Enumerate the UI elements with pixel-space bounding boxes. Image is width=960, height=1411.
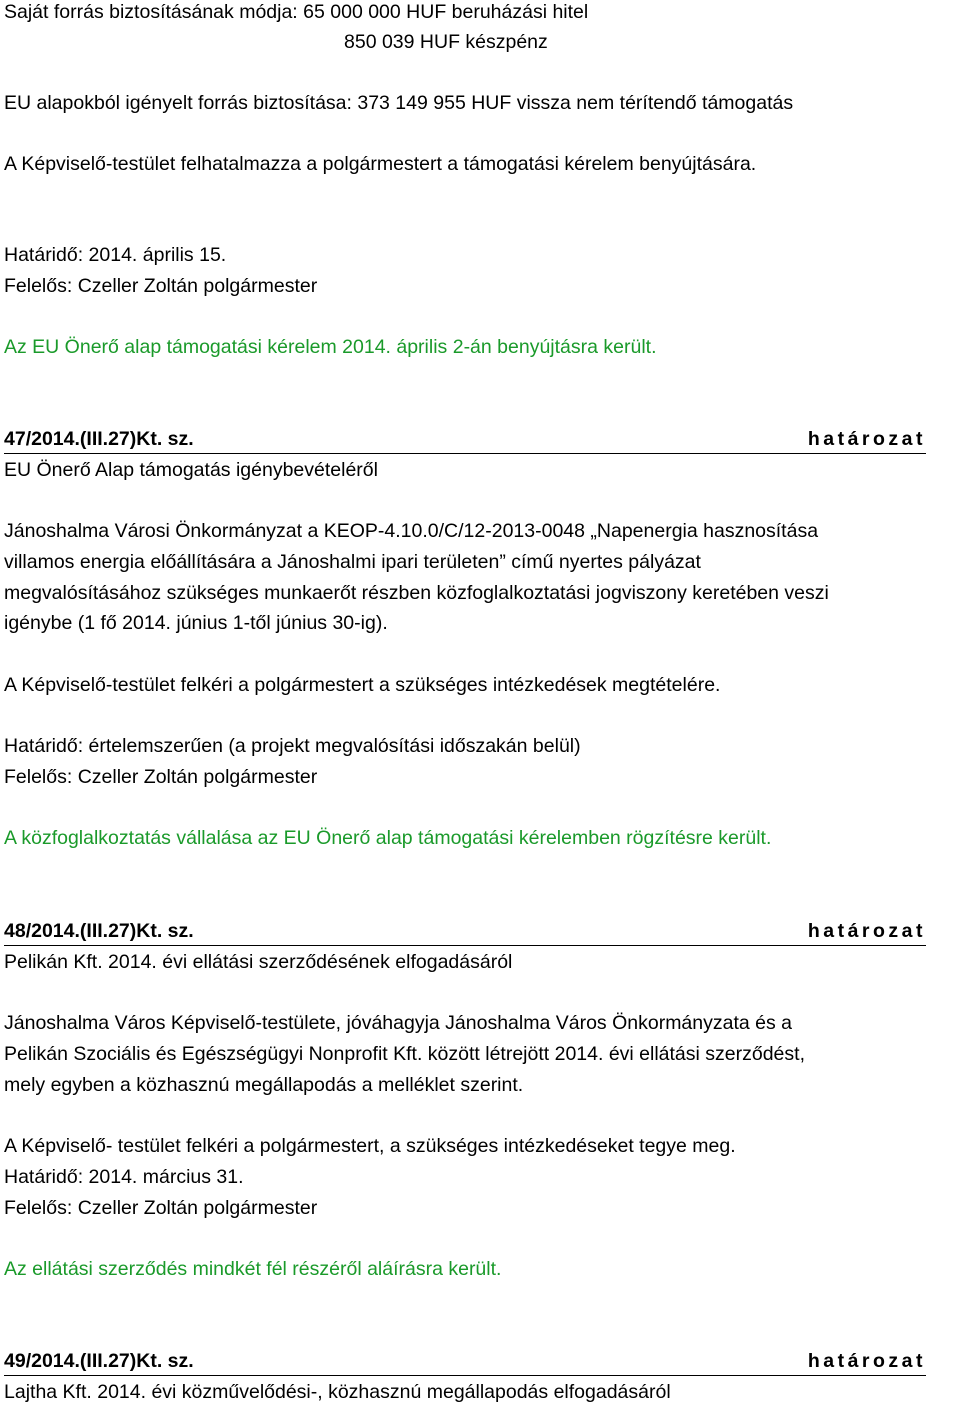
resolution-body-line: mely egyben a közhasznú megállapodás a melléklet szerint. xyxy=(4,1074,524,1096)
resolution-47-header xyxy=(4,427,926,454)
resolution-label: határozat xyxy=(807,1350,926,1372)
resolution-body-line: Jánoshalma Városi Önkormányzat a KEOP-4.10.0/C/12-2013-0048 „Napenergia hasznosítása xyxy=(4,520,819,542)
responsible-line: Felelős: Czeller Zoltán polgármester xyxy=(4,275,318,297)
resolution-request: A Képviselő-testület felkéri a polgármestert a szükséges intézkedések megtételére. xyxy=(4,674,721,696)
deadline-line: Határidő: 2014. március 31. xyxy=(4,1166,244,1188)
resolution-body-line: villamos energia előállítására a Jánoshalmi ipari területen” című nyertes pályázat xyxy=(4,551,701,573)
status-note: Az ellátási szerződés mindkét fél részéről aláírásra került. xyxy=(4,1258,502,1280)
resolution-subject: Lajtha Kft. 2014. évi közművelődési-, közhasznú megállapodás elfogadásáról xyxy=(4,1381,671,1403)
resolution-number: 48/2014.(III.27)Kt. sz. xyxy=(4,920,194,942)
resolution-subject: Pelikán Kft. 2014. évi ellátási szerződésének elfogadásáról xyxy=(4,951,513,973)
resolution-49-header xyxy=(4,1349,926,1376)
funding-own-source-line: Saját forrás biztosításának módja: 65 000 000 HUF beruházási hitel xyxy=(4,1,589,23)
deadline-line: Határidő: értelemszerűen (a projekt megvalósítási időszakán belül) xyxy=(4,735,581,757)
responsible-line: Felelős: Czeller Zoltán polgármester xyxy=(4,766,318,788)
resolution-label: határozat xyxy=(807,920,926,942)
resolution-label: határozat xyxy=(807,428,926,450)
eu-funding-line: EU alapokból igényelt forrás biztosítása: 373 149 955 HUF vissza nem térítendő támogatás xyxy=(4,92,794,114)
resolution-body-line: megvalósításához szükséges munkaerőt részben közfoglalkoztatási jogviszony keretében veszi xyxy=(4,582,829,604)
resolution-body-line: igénybe (1 fő 2014. június 1-től június 30-ig). xyxy=(4,612,388,634)
responsible-line: Felelős: Czeller Zoltán polgármester xyxy=(4,1197,318,1219)
resolution-body-line: Jánoshalma Város Képviselő-testülete, jóváhagyja Jánoshalma Város Önkormányzata és a xyxy=(4,1012,793,1034)
status-note: Az EU Önerő alap támogatási kérelem 2014. április 2-án benyújtásra került. xyxy=(4,336,657,358)
resolution-number: 49/2014.(III.27)Kt. sz. xyxy=(4,1350,194,1372)
resolution-body-line: Pelikán Szociális és Egészségügyi Nonprofit Kft. között létrejött 2014. évi ellátási szerződést, xyxy=(4,1043,805,1065)
funding-cash-line: 850 039 HUF készpénz xyxy=(344,31,548,53)
authorization-line: A Képviselő-testület felhatalmazza a polgármestert a támogatási kérelem benyújtására. xyxy=(4,153,757,175)
resolution-subject: EU Önerő Alap támogatás igénybevételéről xyxy=(4,459,378,481)
resolution-48-header xyxy=(4,919,926,946)
resolution-number: 47/2014.(III.27)Kt. sz. xyxy=(4,428,194,450)
status-note: A közfoglalkoztatás vállalása az EU Önerő alap támogatási kérelemben rögzítésre került. xyxy=(4,827,772,849)
resolution-request: A Képviselő- testület felkéri a polgármestert, a szükséges intézkedéseket tegye meg. xyxy=(4,1135,736,1157)
deadline-line: Határidő: 2014. április 15. xyxy=(4,244,227,266)
